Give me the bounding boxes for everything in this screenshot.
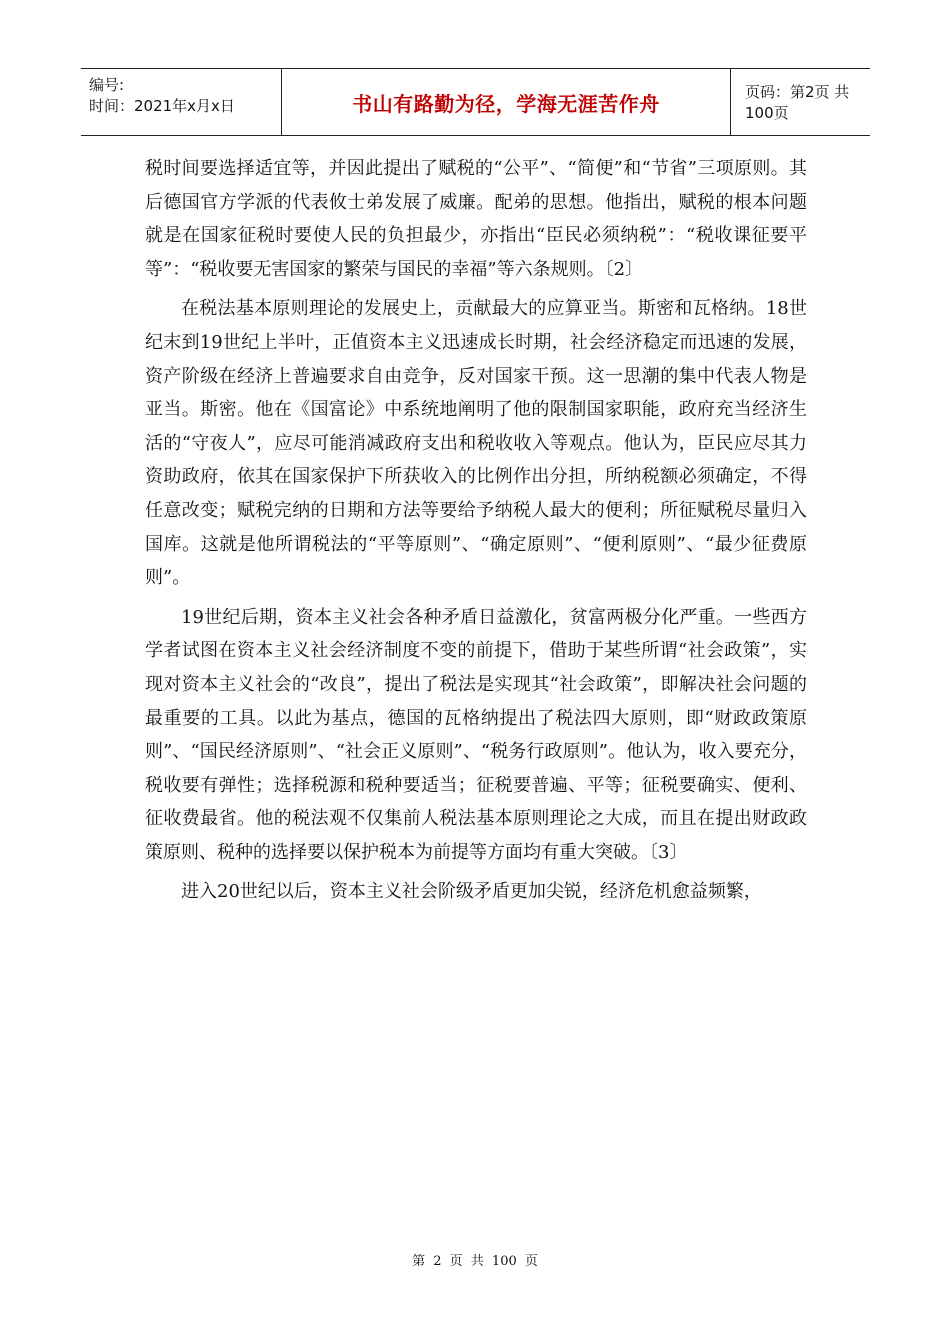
- header-motto: 书山有路勤为径，学海无涯苦作舟: [352, 91, 660, 116]
- header-page-info: 页码：第2页 共100页: [745, 83, 850, 122]
- document-body: [145, 152, 807, 909]
- paragraph-3: 19世纪后期，资本主义社会各种矛盾日益激化，贫富两极分化严重。一些西方学者试图在资本主义社会经济制度不变的前提下，借助于某些所谓“社会政策”，实现对资本主义社会的“改良”，提出了税法是实现其“社会政策”，即解决社会问题的最重要的工具。以此为基点，德国的瓦格纳提出了税法四大原则，即“财政政策原则”、“国民经济原则”、“社会正义原则”、“税务行政原则”。他认为，收入要充分，税收要有弹性；选择税源和税种要适当；征税要普遍、平等；征税要确实、便利、征收费最省。他的税法观不仅集前人税法基本原则理论之大成，而且在提出财政政策原则、税种的选择要以保护税本为前提等方面均有重大突破。〔3〕: [145, 606, 807, 863]
- header-table: [81, 68, 870, 136]
- header-page-cell: [731, 69, 870, 135]
- document-date-label: 时间：2021年x月x日: [89, 97, 235, 115]
- paragraph-4: 进入20世纪以后，资本主义社会阶级矛盾更加尖锐，经济危机愈益频繁，: [181, 881, 762, 903]
- page-footer: 第 2 页 共 100 页: [412, 1254, 538, 1269]
- header-meta-cell: [81, 69, 281, 135]
- document-number-label: 编号:: [89, 76, 125, 94]
- paragraph-2: 在税法基本原则理论的发展史上，贡献最大的应算亚当。斯密和瓦格纳。18世纪末到19世纪上半叶，正值资本主义迅速成长时期，社会经济稳定而迅速的发展，资产阶级在经济上普遍要求自由竞争，反对国家干预。这一思潮的集中代表人物是亚当。斯密。他在《国富论》中系统地阐明了他的限制国家职能，政府充当经济生活的“守夜人”，应尽可能消减政府支出和税收收入等观点。他认为，臣民应尽其力资助政府，依其在国家保护下所获收入的比例作出分担，所纳税额必须确定，不得任意改变；赋税完纳的日期和方法等要给予纳税人最大的便利；所征赋税尽量归入国库。这就是他所谓税法的“平等原则”、“确定原则”、“便利原则”、“最少征费原则”。: [145, 298, 807, 589]
- header-motto-cell: [281, 69, 731, 135]
- paragraph-1: 税时间要选择适宜等，并因此提出了赋税的“公平”、“简便”和“节省”三项原则。其后德国官方学派的代表攸士弟发展了威廉。配弟的思想。他指出，赋税的根本问题就是在国家征税时要使人民的负担最少，亦指出“臣民必须纳税”：“税收课征要平等”：“税收要无害国家的繁荣与国民的幸福”等六条规则。〔2〕: [145, 158, 807, 280]
